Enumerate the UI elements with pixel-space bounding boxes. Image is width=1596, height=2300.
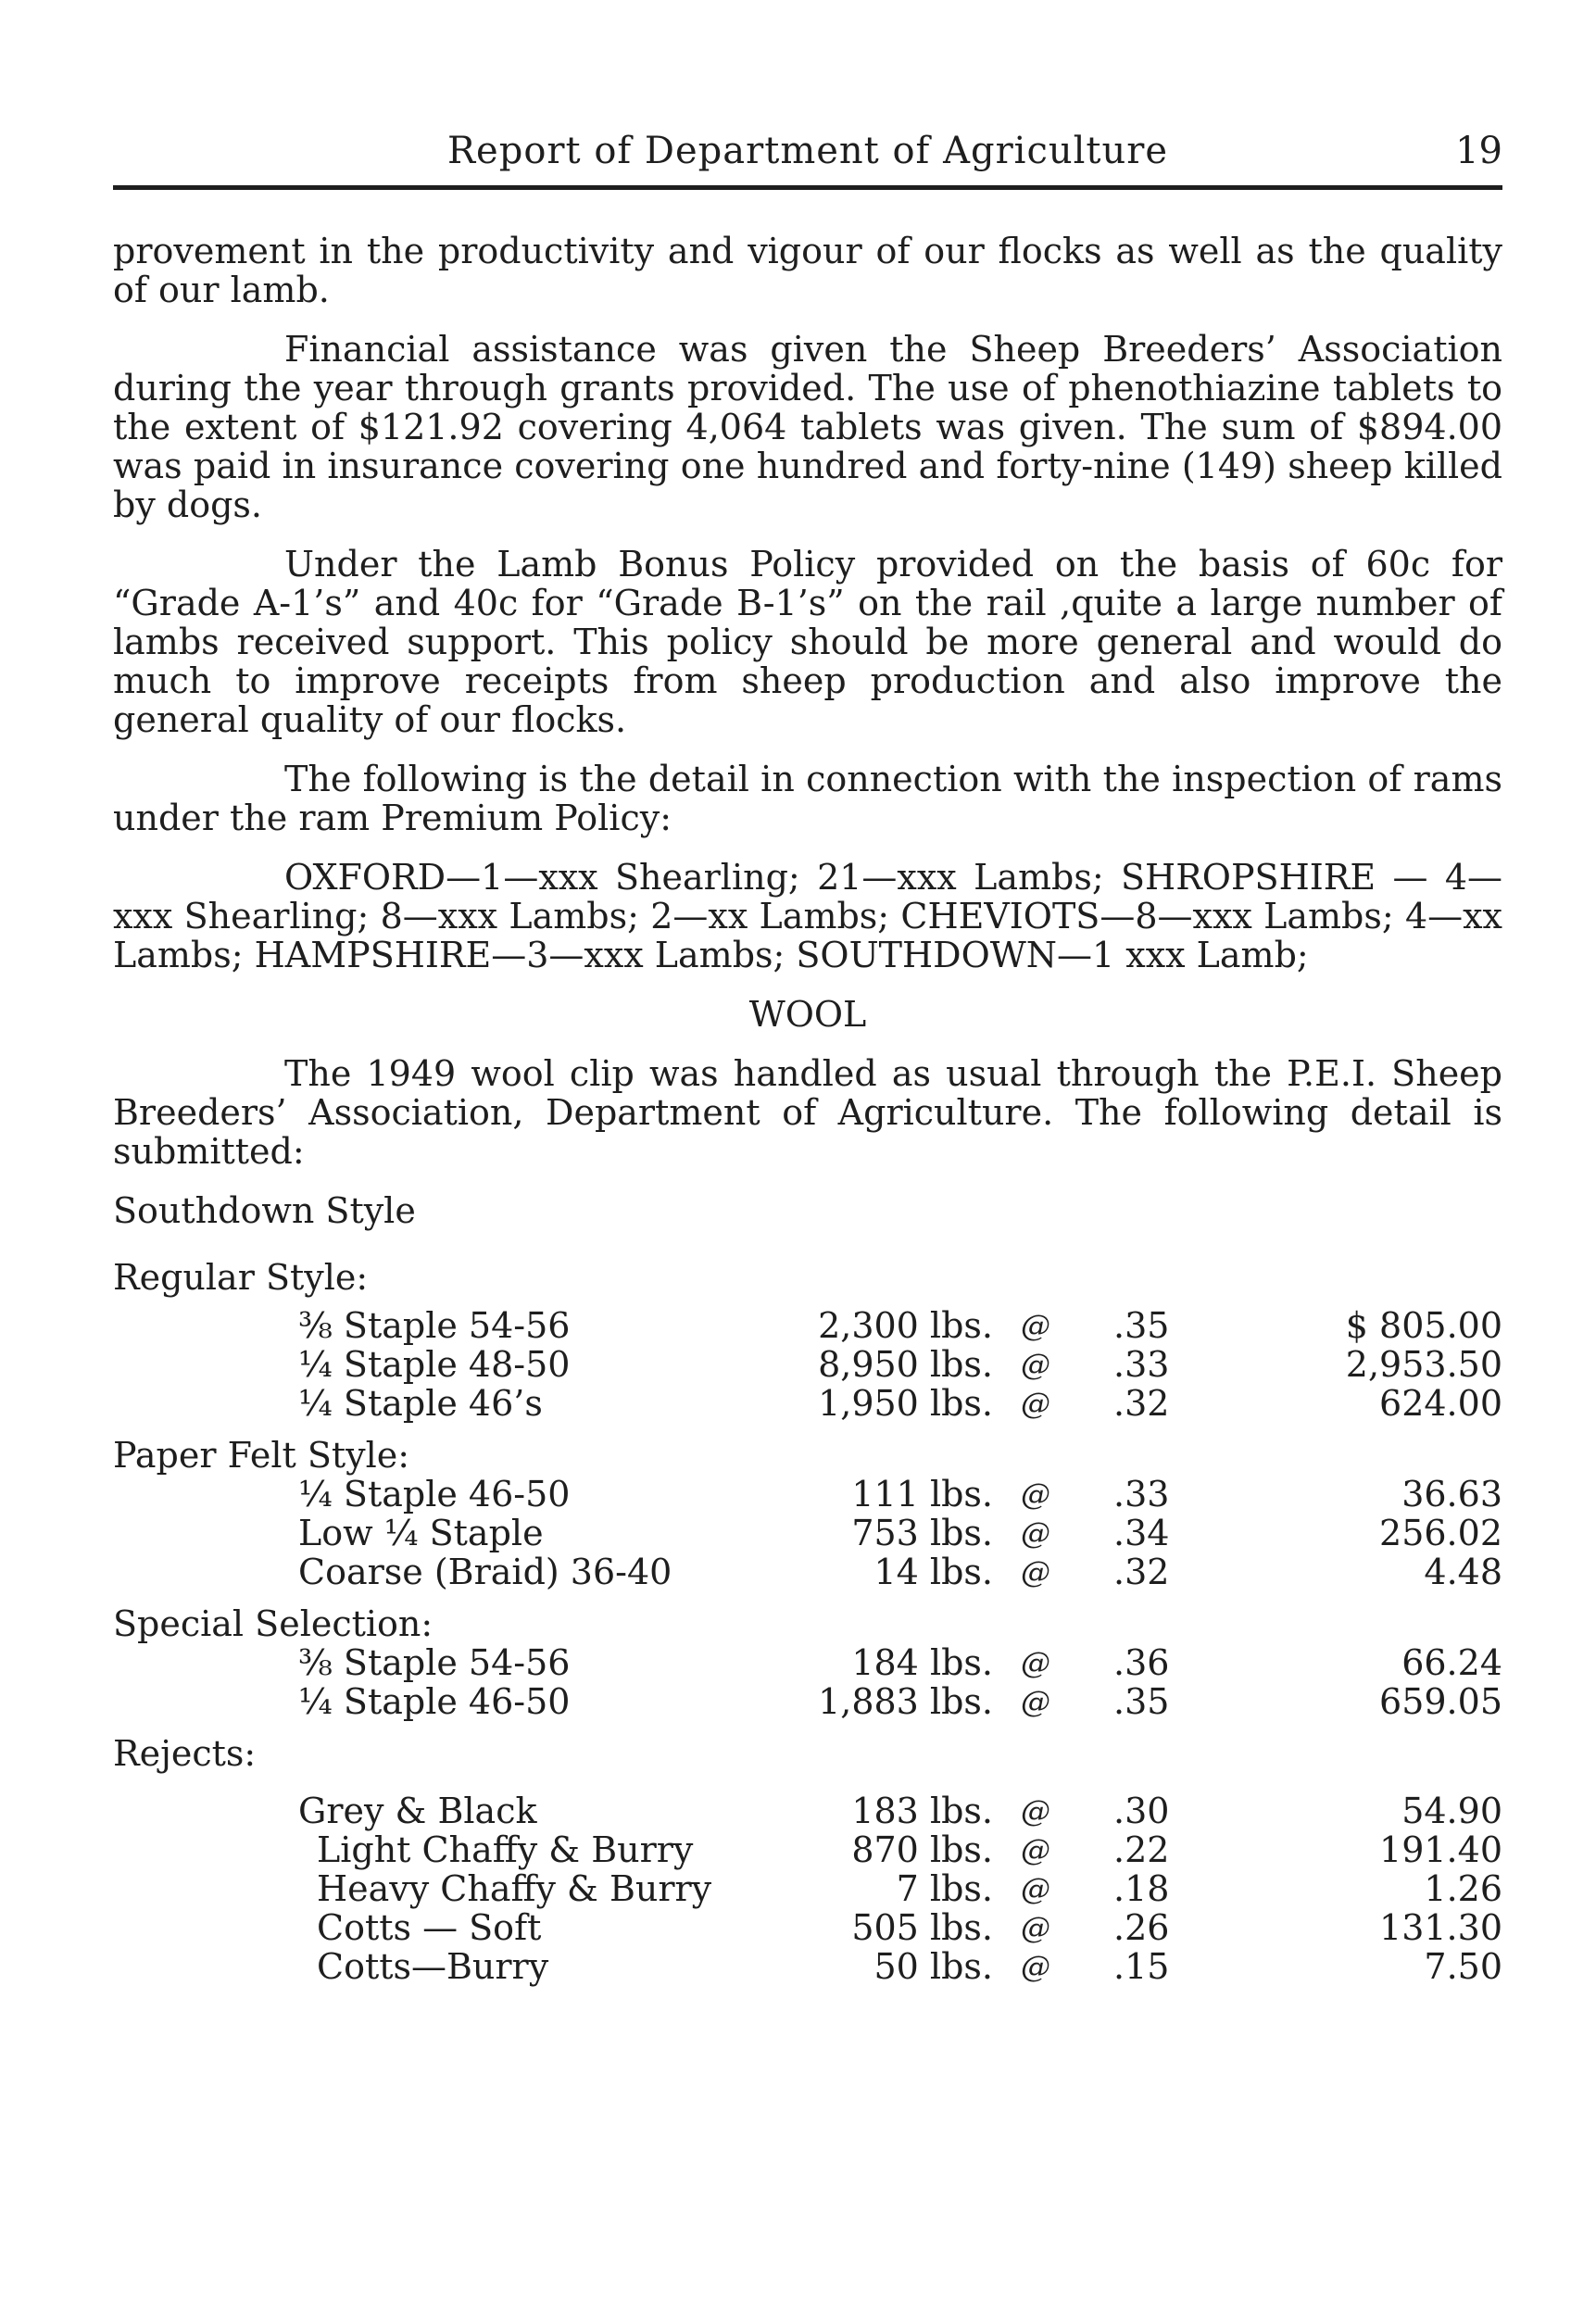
table-row [113, 1552, 1502, 1591]
at-symbol: @ [1021, 1793, 1050, 1829]
amount-cell: 36.63 [1401, 1474, 1502, 1514]
price-cell: .26 [1113, 1907, 1170, 1948]
paragraph-ram-breeds: OXFORD—1—xxx Shearling; 21—xxx Lambs; SHROPSHIRE — 4—xxx Shearling; 8—xxx Lambs; 2—xx Lambs; CHEVIOTS—8—xxx Lambs; 4—xx Lambs; HAMPSHIRE—3—xxx Lambs; SOUTHDOWN—1 xxx Lamb; [113, 857, 1502, 975]
quantity-cell: 184 lbs. [851, 1642, 993, 1683]
price-cell: .33 [1113, 1474, 1170, 1514]
at-symbol: @ [1021, 1871, 1050, 1906]
quantity-cell: 183 lbs. [851, 1791, 993, 1831]
amount-cell: 191.40 [1379, 1829, 1502, 1870]
table-row [113, 1384, 1502, 1423]
table-row [113, 1345, 1502, 1384]
grade-cell: ⅜ Staple 54-56 [298, 1642, 571, 1683]
amount-cell: 66.24 [1401, 1642, 1502, 1683]
table-row [113, 1514, 1502, 1552]
quantity-cell: 1,883 lbs. [818, 1681, 993, 1722]
table-row [113, 1306, 1502, 1345]
page-body [113, 232, 1502, 1986]
table-row [113, 1830, 1502, 1869]
quantity-cell: 2,300 lbs. [818, 1305, 993, 1346]
at-symbol: @ [1021, 1515, 1050, 1551]
at-symbol: @ [1021, 1684, 1050, 1719]
at-symbol: @ [1021, 1949, 1050, 1984]
table-row [113, 1869, 1502, 1908]
table-row [113, 1475, 1502, 1514]
price-cell: .22 [1113, 1829, 1170, 1870]
price-cell: .15 [1113, 1946, 1170, 1987]
header-rule [113, 185, 1502, 190]
grade-cell: Coarse (Braid) 36-40 [298, 1552, 672, 1592]
amount-cell: 131.30 [1379, 1907, 1502, 1948]
table-row [113, 1643, 1502, 1682]
southdown-label: Southdown Style [113, 1190, 416, 1231]
quantity-cell: 111 lbs. [851, 1474, 993, 1514]
price-cell: .32 [1113, 1552, 1170, 1592]
grade-cell: ¼ Staple 46-50 [298, 1681, 571, 1722]
quantity-cell: 8,950 lbs. [818, 1344, 993, 1385]
price-cell: .35 [1113, 1681, 1170, 1722]
at-symbol: @ [1021, 1308, 1050, 1343]
grade-cell: Grey & Black [298, 1791, 537, 1831]
paragraph-wool-intro: The 1949 wool clip was handled as usual through the P.E.I. Sheep Breeders’ Association, Department of Agriculture. The following detail is submitted: [113, 1053, 1502, 1172]
grade-cell: Low ¼ Staple [298, 1513, 544, 1553]
table-row [113, 1947, 1502, 1986]
table-row [113, 1791, 1502, 1830]
amount-cell: 2,953.50 [1345, 1344, 1502, 1385]
price-cell: .18 [1113, 1868, 1170, 1909]
at-symbol: @ [1021, 1910, 1050, 1945]
wool-table [113, 1191, 1502, 1986]
grade-cell: Cotts—Burry [317, 1946, 549, 1987]
at-symbol: @ [1021, 1645, 1050, 1680]
at-symbol: @ [1021, 1386, 1050, 1421]
page-number: 19 [1455, 130, 1502, 172]
at-symbol: @ [1021, 1347, 1050, 1382]
group-label: Paper Felt Style: [113, 1435, 410, 1476]
price-cell: .30 [1113, 1791, 1170, 1831]
header-title: Report of Department of Agriculture [446, 130, 1169, 172]
amount-cell: 54.90 [1401, 1791, 1502, 1831]
grade-cell: Cotts — Soft [317, 1907, 542, 1948]
grade-cell: Heavy Chaffy & Burry [317, 1868, 712, 1909]
group-label: Special Selection: [113, 1603, 434, 1644]
grade-cell: ⅜ Staple 54-56 [298, 1305, 571, 1346]
price-cell: .35 [1113, 1305, 1170, 1346]
quantity-cell: 505 lbs. [851, 1907, 993, 1948]
price-cell: .32 [1113, 1383, 1170, 1424]
amount-cell: 659.05 [1379, 1681, 1502, 1722]
price-cell: .36 [1113, 1642, 1170, 1683]
grade-cell: ¼ Staple 46-50 [298, 1474, 571, 1514]
amount-cell: 7.50 [1424, 1946, 1502, 1987]
quantity-cell: 870 lbs. [851, 1829, 993, 1870]
amount-cell: 624.00 [1379, 1383, 1502, 1424]
paragraph-lamb-bonus: Under the Lamb Bonus Policy provided on the basis of 60c for “Grade A-1’s” and 40c for “Grade B-1’s” on the rail ,quite a large number of lambs received support. This policy should be more general and would do much to improve receipts from sheep production and also improve the general quality of our flocks. [113, 544, 1502, 740]
at-symbol: @ [1021, 1477, 1050, 1512]
running-header [113, 130, 1502, 185]
amount-cell: 4.48 [1424, 1552, 1502, 1592]
amount-cell: $ 805.00 [1345, 1305, 1502, 1346]
paragraph-financial-assistance: Financial assistance was given the Sheep Breeders’ Association during the year through grants provided. The use of phenothiazine tablets to the extent of $121.92 covering 4,064 tablets was given. The sum of $894.00 was paid in insurance covering one hundred and forty-nine (149) sheep killed by dogs. [113, 329, 1502, 525]
quantity-cell: 1,950 lbs. [818, 1383, 993, 1424]
amount-cell: 1.26 [1424, 1868, 1502, 1909]
paragraph-ram-inspection: The following is the detail in connection with the inspection of rams under the ram Premium Policy: [113, 759, 1502, 838]
table-row [113, 1908, 1502, 1947]
at-symbol: @ [1021, 1554, 1050, 1590]
table-row [113, 1682, 1502, 1721]
quantity-cell: 7 lbs. [896, 1868, 993, 1909]
quantity-cell: 753 lbs. [851, 1513, 993, 1553]
group-label: Regular Style: [113, 1257, 369, 1298]
at-symbol: @ [1021, 1832, 1050, 1867]
amount-cell: 256.02 [1379, 1513, 1502, 1553]
quantity-cell: 14 lbs. [873, 1552, 993, 1592]
price-cell: .33 [1113, 1344, 1170, 1385]
quantity-cell: 50 lbs. [873, 1946, 993, 1987]
grade-cell: ¼ Staple 46’s [298, 1383, 543, 1424]
grade-cell: ¼ Staple 48-50 [298, 1344, 571, 1385]
price-cell: .34 [1113, 1513, 1170, 1553]
grade-cell: Light Chaffy & Burry [317, 1829, 694, 1870]
section-heading-wool: WOOL [748, 994, 867, 1035]
paragraph-continuation: provement in the productivity and vigour of our flocks as well as the quality of our lamb. [113, 231, 1502, 310]
group-label: Rejects: [113, 1733, 257, 1774]
